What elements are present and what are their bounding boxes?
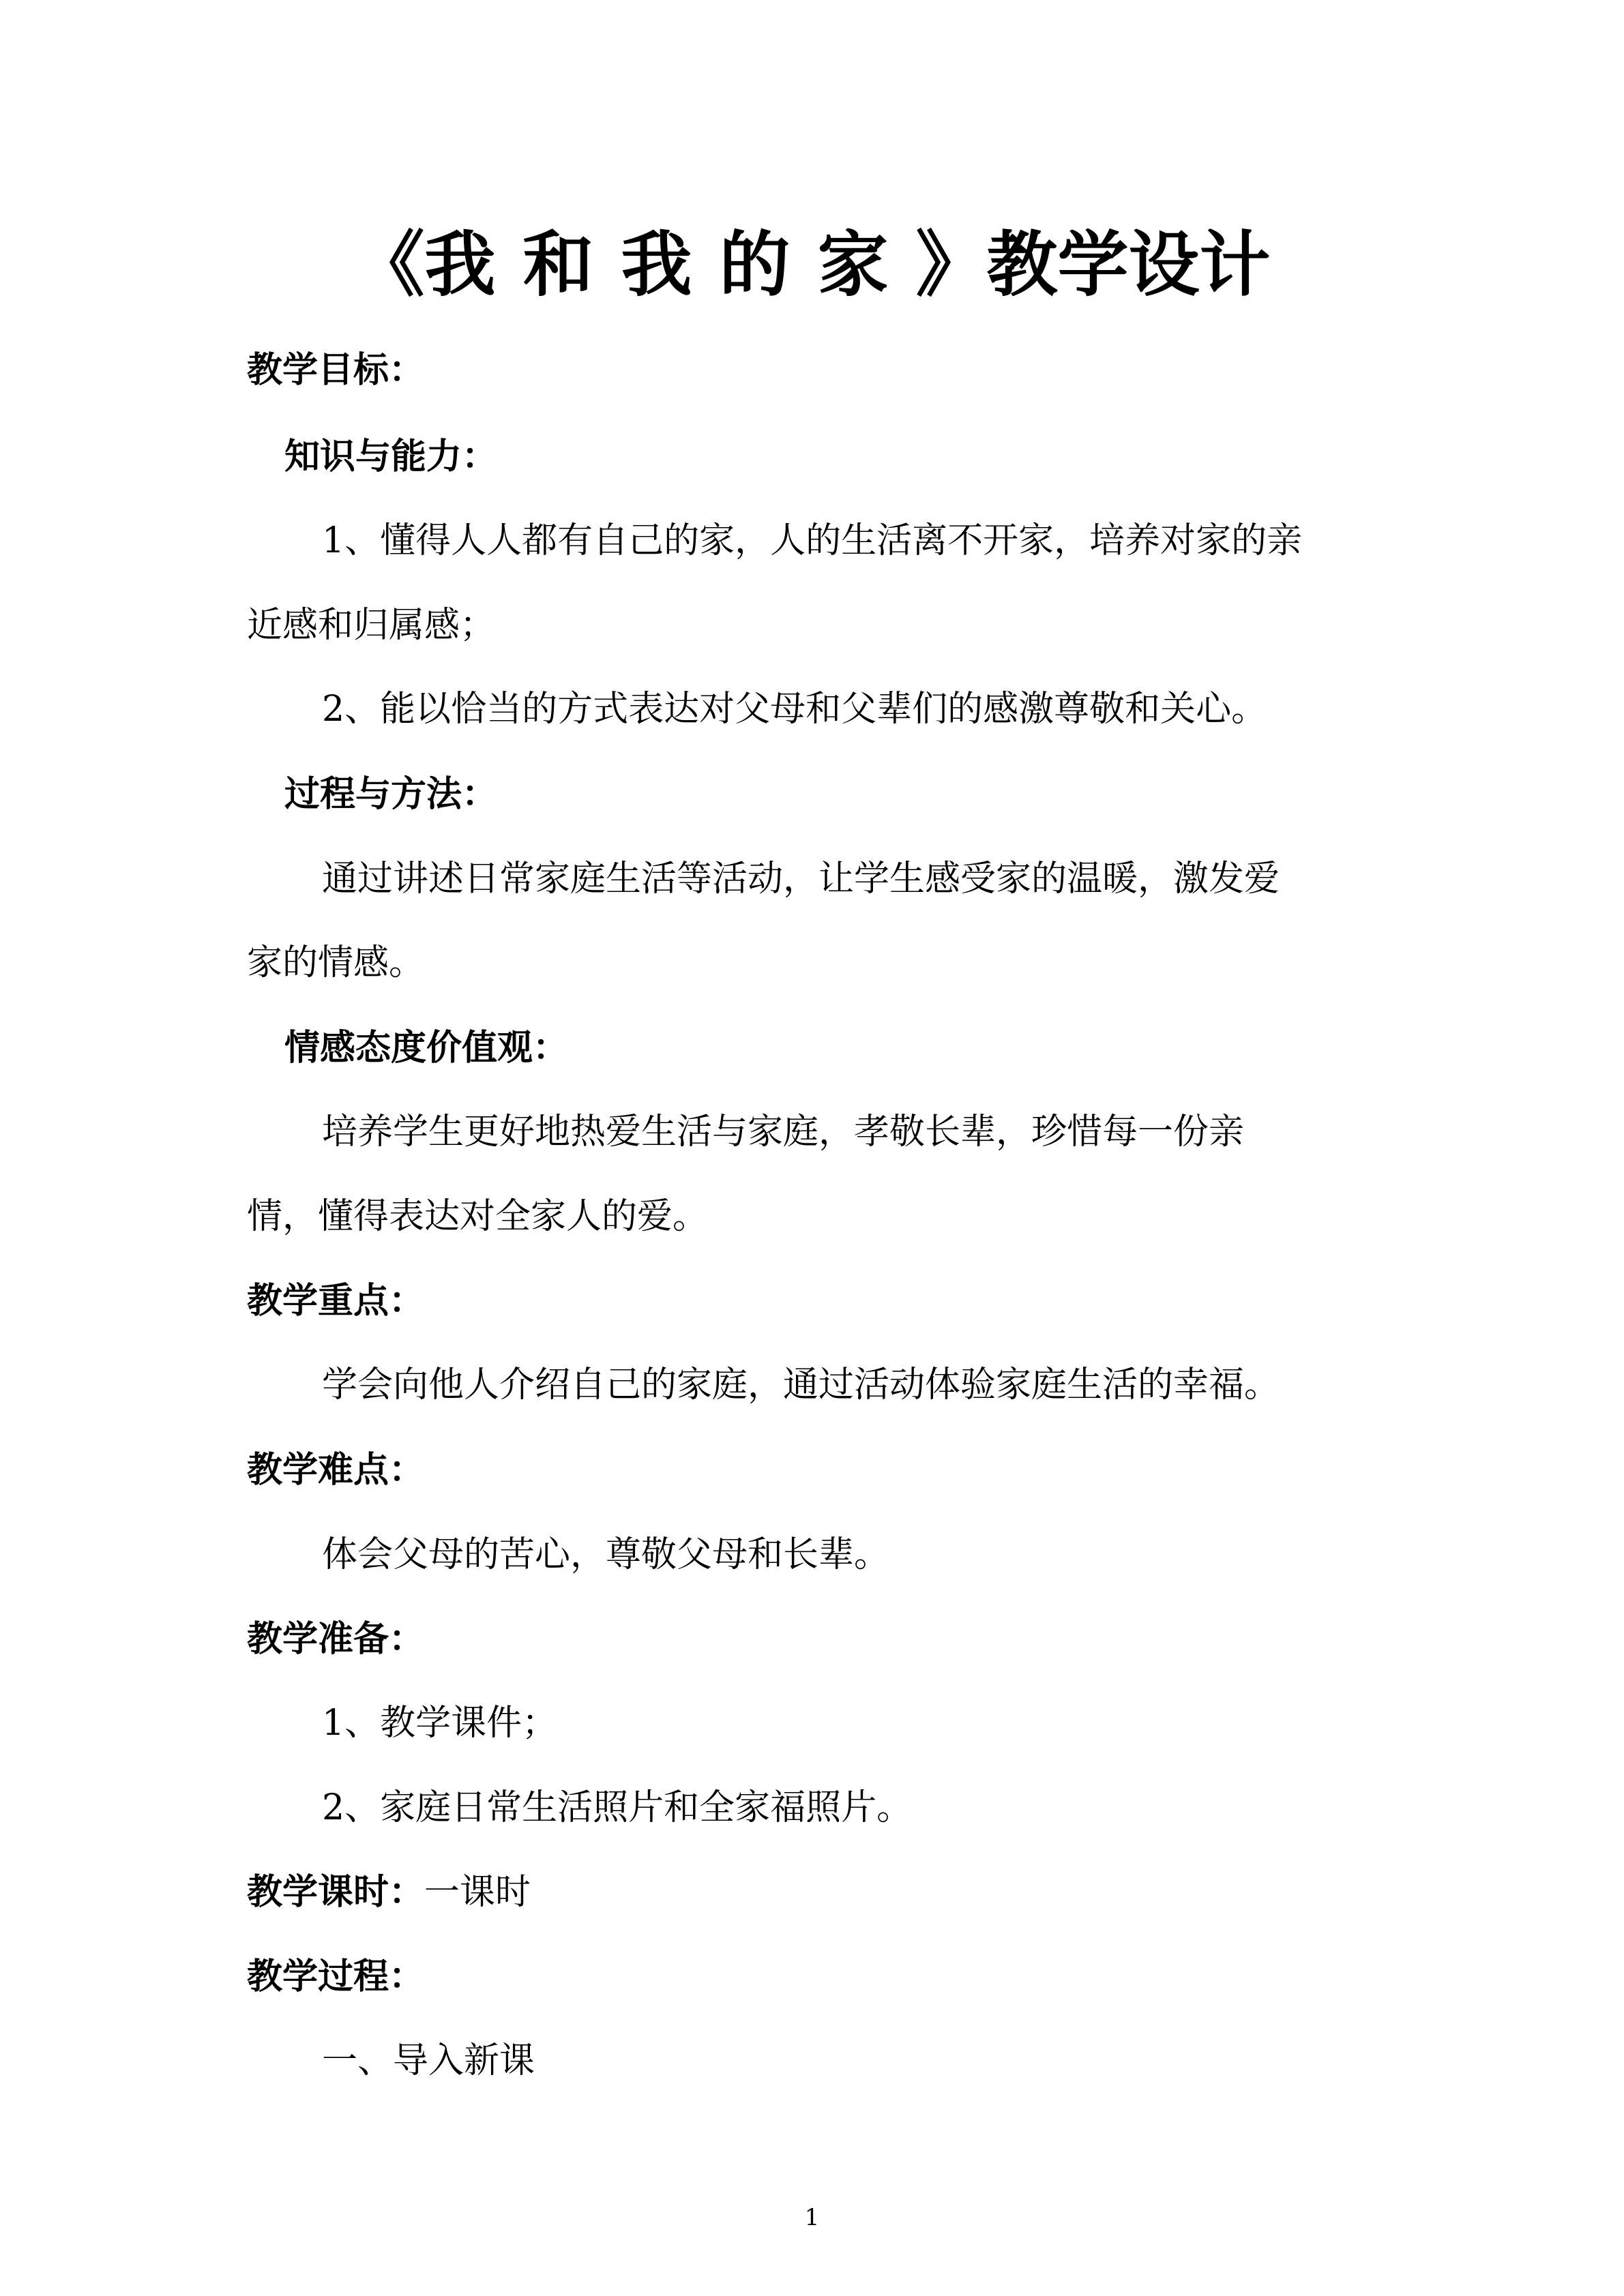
title-part: 》教学设计 (915, 222, 1271, 306)
title-part: 的 (719, 222, 791, 306)
section-heading: 教学课时： (247, 1871, 425, 1913)
title-part: 和 (522, 222, 594, 306)
paragraph-line: 2、家庭日常生活照片和全家福照片。 (322, 1787, 913, 1828)
paragraph-line: 情，懂得表达对全家人的爱。 (247, 1196, 709, 1237)
subsection-heading: 知识与能力： (284, 436, 498, 477)
subsection-heading: 过程与方法： (284, 773, 498, 815)
subsection-heading: 情感态度价值观： (284, 1027, 569, 1069)
document-title (0, 217, 1624, 312)
section-heading: 教学难点： (247, 1449, 425, 1491)
section-heading: 教学目标： (247, 349, 425, 391)
title-part: 家 (817, 222, 889, 306)
section-heading: 教学准备： (247, 1618, 425, 1660)
paragraph-line: 通过讲述日常家庭生活等活动，让学生感受家的温暖，激发爱 (322, 859, 1280, 899)
paragraph-line: 1、懂得人人都有自己的家，人的生活离不开家，培养对家的亲 (322, 520, 1303, 561)
paragraph-line: 2、能以恰当的方式表达对父母和父辈们的感激尊敬和关心。 (322, 689, 1267, 730)
paragraph-line: 一、导入新课 (322, 2040, 535, 2081)
title-part: 《我 (353, 222, 496, 306)
page-number: 1 (804, 2204, 820, 2231)
title-part: 我 (621, 222, 692, 306)
paragraph-line: 体会父母的苦心，尊敬父母和长辈。 (322, 1534, 890, 1575)
section-heading: 教学重点： (247, 1280, 425, 1322)
paragraph-line: 近感和归属感； (247, 605, 496, 646)
inline-heading-line (247, 1865, 531, 1920)
heading-value: 一课时 (424, 1872, 531, 1913)
section-heading: 教学过程： (247, 1956, 425, 1997)
paragraph-line: 1、教学课件； (322, 1703, 558, 1744)
paragraph-line: 学会向他人介绍自己的家庭，通过活动体验家庭生活的幸福。 (322, 1365, 1280, 1405)
paragraph-line: 家的情感。 (247, 942, 425, 983)
paragraph-line: 培养学生更好地热爱生活与家庭，孝敬长辈，珍惜每一份亲 (322, 1112, 1245, 1152)
